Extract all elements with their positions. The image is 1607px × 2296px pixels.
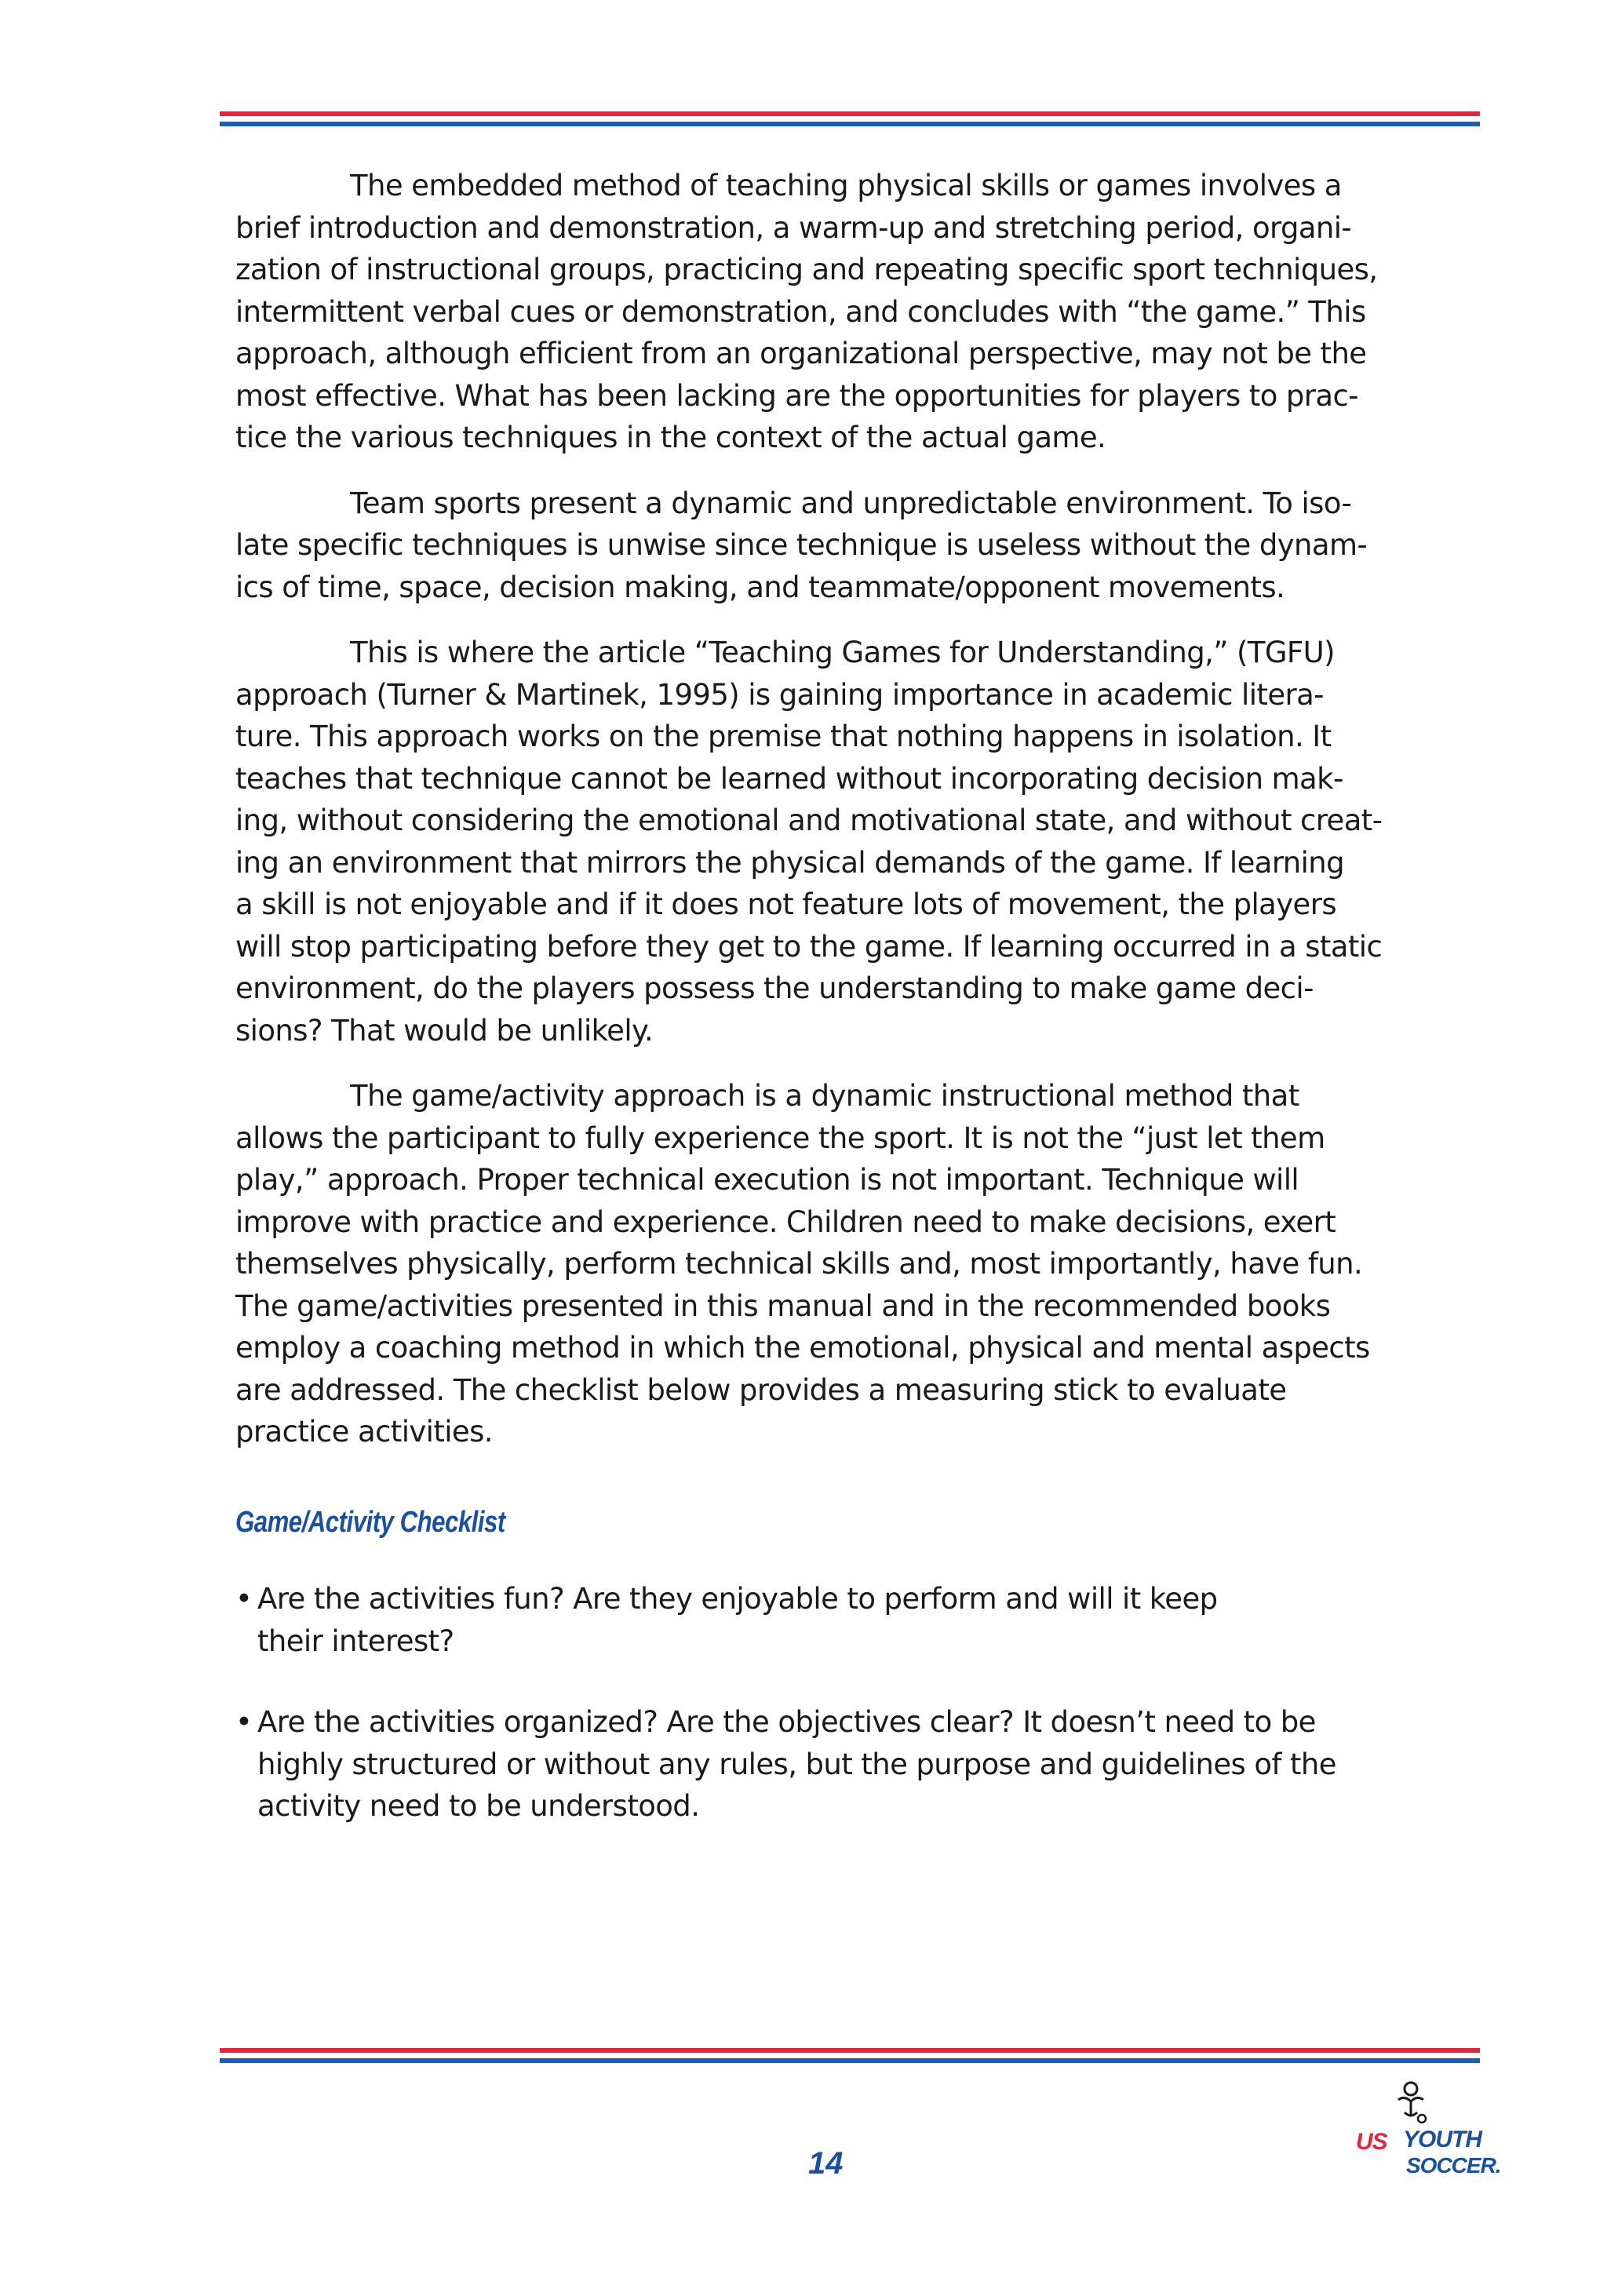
checklist-item-text: Are the activities organized? Are the objectives clear? It doesn’t need to be highly structured or without any rules, but the purpose and guidelines of the activity need to be understood.	[257, 1705, 1336, 1823]
paragraph-4: The game/activity approach is a dynamic instructional method that allows the participant to fully experience the sport. It is not the “just let them play,” approach. Proper technical execution is not important. Technique will improve with practice and experience. Children need to make decisions, exert themselves physically, perform technical skills and, most importantly, have fun. The game/activities presented in this manual and in the recommended books employ a coaching method in which the emotional, physical and mental aspects are addressed. The checklist below provides a measuring stick to evaluate practice activities.	[235, 1079, 1370, 1449]
bullet-icon: •	[235, 1705, 253, 1739]
player-figure-icon	[1350, 2078, 1483, 2133]
checklist-item	[235, 1578, 1459, 1662]
footer-rule	[220, 2048, 1480, 2063]
paragraph-2: Team sports present a dynamic and unpredictable environment. To iso- late specific techniques is unwise since technique is useless without the dynam- ics of time, space, decision making, and teammate/opponent movements.	[235, 486, 1368, 604]
paragraph-3: This is where the article “Teaching Games for Understanding,” (TGFU) approach (Turner & Martinek, 1995) is gaining importance in academic litera- ture. This approach works on the premise that nothing happens in isolation. It teaches that technique cannot be learned without incorporating decision mak- ing, without considering the emotional and motivational state, and without creat- ing an environment that mirrors the physical demands of the game. If learning a skill is not enjoyable and if it does not feature lots of movement, the players will stop participating before they get to the game. If learning occurred in a static environment, do the players possess the understanding to make game deci- sions? That would be unlikely.	[235, 636, 1383, 1048]
paragraph-1: The embedded method of teaching physical skills or games involves a brief introduction and demonstration, a warm-up and stretching period, organi- zation of instructional groups, practicing and repeating specific sport techniques, intermittent verbal cues or demonstration, and concludes with “the game.” This approach, although efficient from an organizational perspective, may not be the most effective. What has been lacking are the opportunities for players to prac- tice the various techniques in the context of the actual game.	[235, 169, 1378, 454]
page-content	[235, 165, 1459, 1867]
logo-youth-text: YOUTH	[1403, 2127, 1481, 2152]
logo-soccer-text: SOCCER.	[1406, 2153, 1501, 2178]
logo-us-text: US	[1356, 2129, 1387, 2155]
header-rule	[220, 111, 1480, 126]
page-number: 14	[808, 2146, 844, 2181]
us-youth-soccer-logo	[1350, 2078, 1501, 2196]
checklist-item-text: Are the activities fun? Are they enjoyable to perform and will it keep their interest?	[257, 1582, 1218, 1658]
checklist-heading: Game/Activity Checklist	[235, 1505, 505, 1539]
bullet-icon: •	[235, 1582, 253, 1616]
checklist-item	[235, 1701, 1459, 1828]
